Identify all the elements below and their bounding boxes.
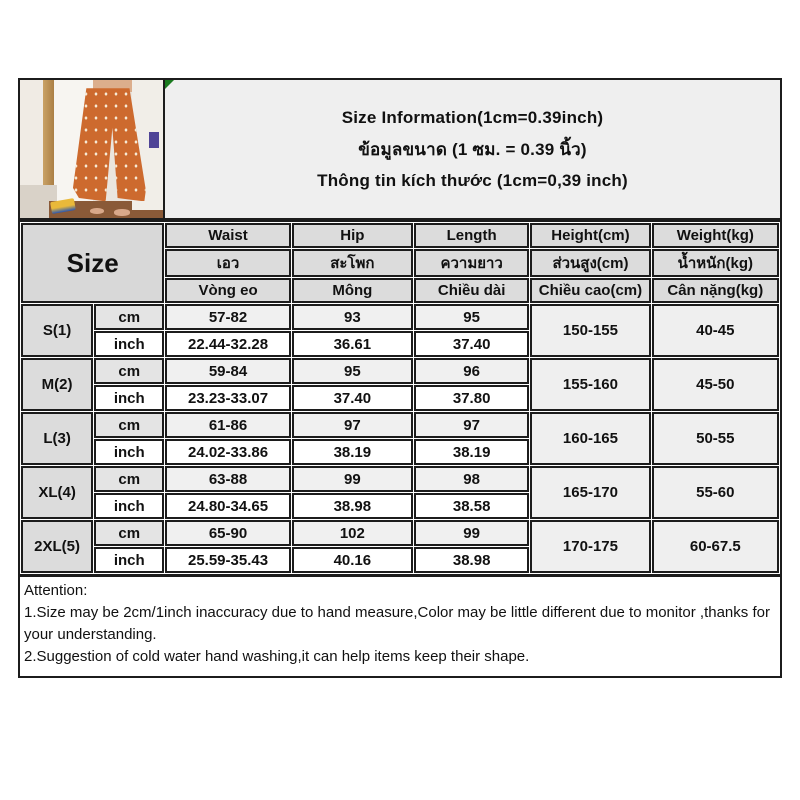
cell-s-hip-inch: 36.61 (292, 331, 413, 357)
cell-m-length-inch: 37.80 (414, 385, 529, 411)
table-row (21, 412, 779, 438)
cell-xl-length-cm: 98 (414, 466, 529, 492)
title-thai: ข้อมูลขนาด (1 ซม. = 0.39 นิ้ว) (358, 139, 587, 159)
col-header-hip-vi: Mông (292, 278, 413, 303)
table-row (21, 466, 779, 492)
size-label-xl: XL(4) (21, 466, 93, 519)
cell-m-waist-cm: 59-84 (165, 358, 290, 384)
cell-l-weight: 50-55 (652, 412, 779, 465)
unit-label-inch: inch (94, 439, 164, 465)
unit-label-inch: inch (94, 493, 164, 519)
col-header-height-vi: Chiều cao(cm) (530, 278, 650, 303)
cell-l-height: 160-165 (530, 412, 650, 465)
cell-2xl-weight: 60-67.5 (652, 520, 779, 573)
cell-xl-waist-inch: 24.80-34.65 (165, 493, 290, 519)
title-panel (165, 78, 782, 220)
cell-l-waist-cm: 61-86 (165, 412, 290, 438)
size-table (18, 220, 782, 576)
unit-label-cm: cm (94, 358, 164, 384)
cell-s-weight: 40-45 (652, 304, 779, 357)
col-header-hip-en: Hip (292, 223, 413, 248)
unit-label-cm: cm (94, 304, 164, 330)
col-header-length-en: Length (414, 223, 529, 248)
cell-m-weight: 45-50 (652, 358, 779, 411)
cell-xl-height: 165-170 (530, 466, 650, 519)
col-header-hip-th: สะโพก (292, 249, 413, 277)
green-corner-marker-icon (165, 80, 174, 89)
table-row (21, 520, 779, 546)
attention-note-2: 2.Suggestion of cold water hand washing,it can help items keep their shape. (24, 648, 530, 665)
col-header-waist-en: Waist (165, 223, 290, 248)
cell-l-hip-cm: 97 (292, 412, 413, 438)
col-header-length-th: ความยาว (414, 249, 529, 277)
cell-xl-length-inch: 38.58 (414, 493, 529, 519)
header-row-english (21, 223, 779, 248)
cell-xl-weight: 55-60 (652, 466, 779, 519)
cell-l-length-cm: 97 (414, 412, 529, 438)
cell-2xl-hip-inch: 40.16 (292, 547, 413, 573)
col-header-height-en: Height(cm) (530, 223, 650, 248)
cell-2xl-height: 170-175 (530, 520, 650, 573)
table-row (21, 304, 779, 330)
cell-2xl-waist-cm: 65-90 (165, 520, 290, 546)
unit-label-cm: cm (94, 520, 164, 546)
unit-label-inch: inch (94, 331, 164, 357)
cell-2xl-waist-inch: 25.59-35.43 (165, 547, 290, 573)
cell-2xl-hip-cm: 102 (292, 520, 413, 546)
cell-s-hip-cm: 93 (292, 304, 413, 330)
size-label-m: M(2) (21, 358, 93, 411)
size-header-cell: Size (21, 223, 164, 303)
unit-label-inch: inch (94, 385, 164, 411)
col-header-weight-th: น้ำหนัก(kg) (652, 249, 779, 277)
cell-s-waist-inch: 22.44-32.28 (165, 331, 290, 357)
title-english: Size Information(1cm=0.39inch) (341, 107, 604, 127)
attention-heading: Attention: (24, 582, 88, 599)
cell-2xl-length-inch: 38.98 (414, 547, 529, 573)
unit-label-cm: cm (94, 412, 164, 438)
col-header-waist-vi: Vòng eo (165, 278, 290, 303)
unit-label-inch: inch (94, 547, 164, 573)
cell-l-waist-inch: 24.02-33.86 (165, 439, 290, 465)
col-header-waist-th: เอว (165, 249, 290, 277)
size-chart-sheet (18, 78, 782, 678)
cell-2xl-length-cm: 99 (414, 520, 529, 546)
cell-xl-hip-cm: 99 (292, 466, 413, 492)
size-label-l: L(3) (21, 412, 93, 465)
col-header-height-th: ส่วนสูง(cm) (530, 249, 650, 277)
col-header-weight-en: Weight(kg) (652, 223, 779, 248)
cell-s-height: 150-155 (530, 304, 650, 357)
cell-l-hip-inch: 38.19 (292, 439, 413, 465)
col-header-weight-vi: Cân nặng(kg) (652, 278, 779, 303)
cell-m-height: 155-160 (530, 358, 650, 411)
size-label-2xl: 2XL(5) (21, 520, 93, 573)
photo-purple-tag (149, 132, 159, 147)
unit-label-cm: cm (94, 466, 164, 492)
photo-model-foot-left (90, 208, 104, 214)
table-row (21, 358, 779, 384)
cell-m-length-cm: 96 (414, 358, 529, 384)
cell-m-hip-cm: 95 (292, 358, 413, 384)
attention-note-1: 1.Size may be 2cm/1inch inaccuracy due to hand measure,Color may be little different due to monitor ,thanks for your understanding. (24, 604, 770, 643)
header-row (18, 78, 782, 220)
attention-box (18, 576, 782, 678)
cell-m-waist-inch: 23.23-33.07 (165, 385, 290, 411)
cell-l-length-inch: 38.19 (414, 439, 529, 465)
cell-s-length-cm: 95 (414, 304, 529, 330)
size-label-s: S(1) (21, 304, 93, 357)
cell-s-waist-cm: 57-82 (165, 304, 290, 330)
cell-s-length-inch: 37.40 (414, 331, 529, 357)
cell-m-hip-inch: 37.40 (292, 385, 413, 411)
cell-xl-waist-cm: 63-88 (165, 466, 290, 492)
title-vietnamese: Thông tin kích thước (1cm=0,39 inch) (317, 170, 628, 190)
product-photo (18, 78, 165, 220)
photo-model-foot-right (114, 209, 130, 216)
cell-xl-hip-inch: 38.98 (292, 493, 413, 519)
col-header-length-vi: Chiều dài (414, 278, 529, 303)
